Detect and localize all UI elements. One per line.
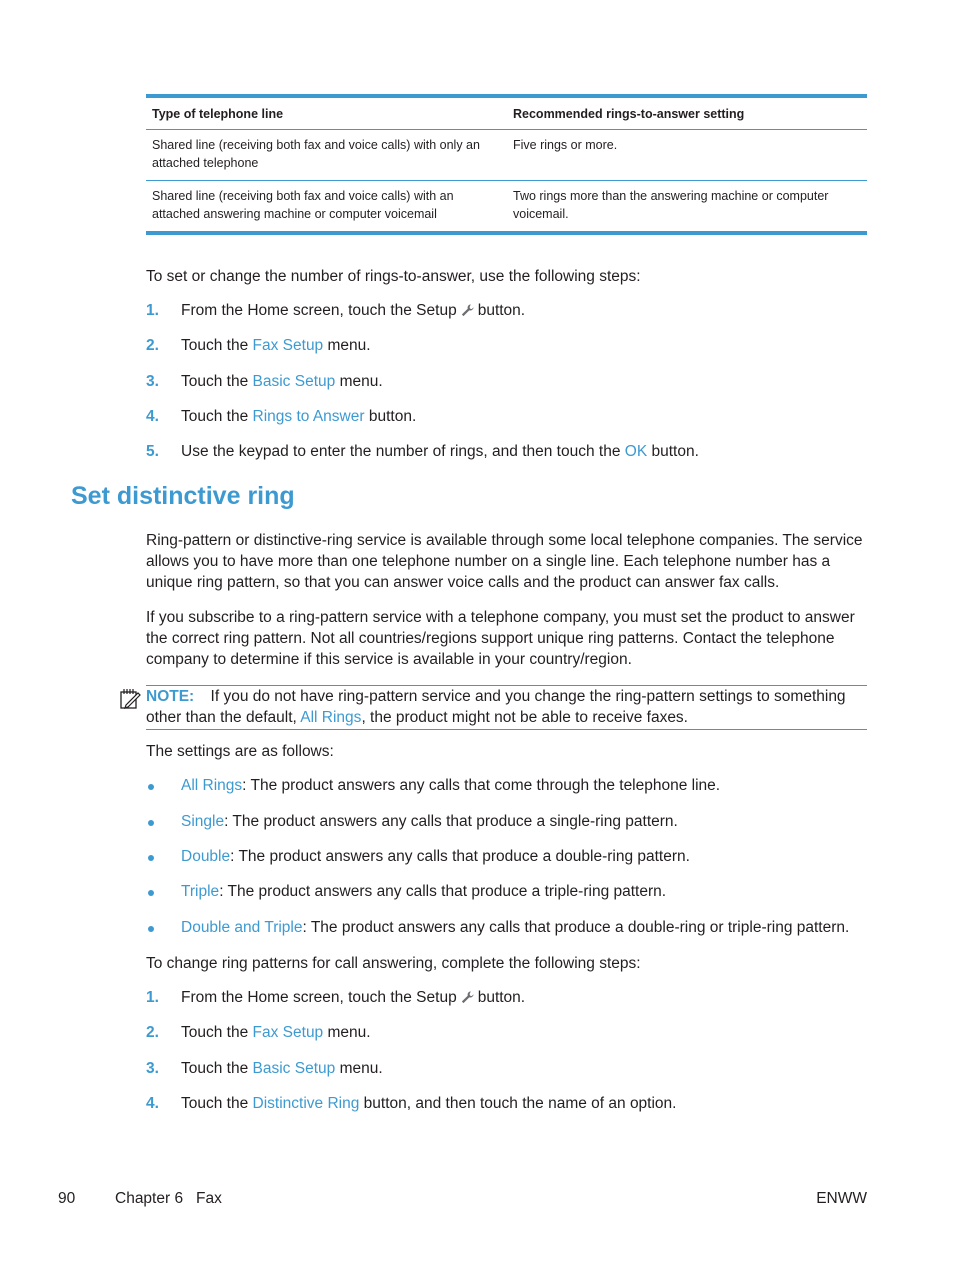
table-cell: Two rings more than the answering machine or computer voicemail. [513,189,829,221]
note-icon [118,687,142,711]
wrench-icon [460,303,475,318]
step-text: button, and then touch the name of an option. [363,1095,677,1112]
all-rings-link[interactable]: All Rings [181,777,243,794]
section-title: Set distinctive ring [71,482,295,510]
step-text: Touch the [181,337,249,354]
list-item-text: : The product answers any calls that produce a double-ring or triple-ring pattern. [302,919,850,936]
step-text: Touch the [181,1060,249,1077]
note-text: , the product might not be able to receive faxes. [361,709,688,726]
step-text: Touch the [181,1024,249,1041]
step-number: 1. [146,302,159,319]
table-cell: Shared line (receiving both fax and voice calls) with only an attached telephone [152,138,480,170]
fax-setup-link[interactable]: Fax Setup [252,1024,324,1041]
step-text: Touch the [181,373,249,390]
rings-to-answer-link[interactable]: Rings to Answer [252,408,365,425]
step-number: 2. [146,1024,159,1041]
table-row [146,129,867,180]
table-header-cell: Type of telephone line [152,106,284,121]
bullet-icon [148,926,154,932]
step-number: 5. [146,443,159,460]
step-number: 4. [146,408,159,425]
step-text: Touch the [181,1095,249,1112]
paragraph: Ring-pattern or distinctive-ring service is available through some local telephone companies. The service allows you to have more than one telephone number on a single line. Each telephone number has a unique ring pattern, so that you can answer voice calls and the product can answer fax calls. [146,532,863,591]
step-text: menu. [327,337,371,354]
note-text: If you do not have ring-pattern service and you change the ring-pattern settings to something other than the default, [146,688,846,726]
table-header-row [146,98,867,129]
step-text: From the Home screen, touch the Setup [181,989,457,1006]
distinctive-ring-link[interactable]: Distinctive Ring [252,1095,360,1112]
step-text: Use the keypad to enter the number of rings, and then touch the [181,443,621,460]
paragraph: If you subscribe to a ring-pattern service with a telephone company, you must set the product to answer the correct ring pattern. Not all countries/regions support unique ring patterns. Contact the telephone company to determine if this service is available in your country/region. [146,609,855,668]
step-text: Touch the [181,408,249,425]
step-text: button. [477,989,526,1006]
step-text: menu. [339,373,383,390]
step-text: button. [651,443,699,460]
step-number: 1. [146,989,159,1006]
list-item-text: : The product answers any calls that produce a single-ring pattern. [224,813,678,830]
table-cell: Five rings or more. [513,138,618,152]
settings-intro: The settings are as follows: [146,743,334,760]
bullet-icon [148,855,154,861]
footer-right-label: ENWW [816,1190,867,1207]
page-number: 90 [58,1190,76,1207]
list-item-text: : The product answers any calls that produce a double-ring pattern. [230,848,690,865]
step-text: menu. [339,1060,383,1077]
table-cell: Shared line (receiving both fax and voice calls) with an attached answering machine or computer voicemail [152,189,454,221]
intro-paragraph: To change ring patterns for call answering, complete the following steps: [146,955,641,972]
wrench-icon [460,990,475,1005]
note-box [146,685,867,730]
basic-setup-link[interactable]: Basic Setup [252,373,336,390]
double-link[interactable]: Double [181,848,231,865]
step-number: 2. [146,337,159,354]
step-text: From the Home screen, touch the Setup [181,302,457,319]
basic-setup-link[interactable]: Basic Setup [252,1060,336,1077]
triple-link[interactable]: Triple [181,883,220,900]
ok-link[interactable]: OK [624,443,648,460]
step-number: 3. [146,1060,159,1077]
bullet-icon [148,820,154,826]
chapter-label: Chapter 6 Fax [115,1190,222,1207]
bullet-icon [148,784,154,790]
step-text: button. [477,302,526,319]
single-link[interactable]: Single [181,813,225,830]
table-row [146,180,867,231]
fax-setup-link[interactable]: Fax Setup [252,337,324,354]
double-and-triple-link[interactable]: Double and Triple [181,919,303,936]
list-item-text: : The product answers any calls that produce a triple-ring pattern. [219,883,667,900]
step-text: menu. [327,1024,371,1041]
list-item-text: : The product answers any calls that come through the telephone line. [242,777,721,794]
bullet-icon [148,890,154,896]
intro-paragraph: To set or change the number of rings-to-answer, use the following steps: [146,268,641,285]
rings-table [146,94,867,235]
table-header-cell: Recommended rings-to-answer setting [513,106,745,121]
step-text: button. [368,408,417,425]
step-number: 3. [146,373,159,390]
note-label: NOTE: [146,688,195,705]
step-number: 4. [146,1095,159,1112]
all-rings-link[interactable]: All Rings [300,709,362,726]
